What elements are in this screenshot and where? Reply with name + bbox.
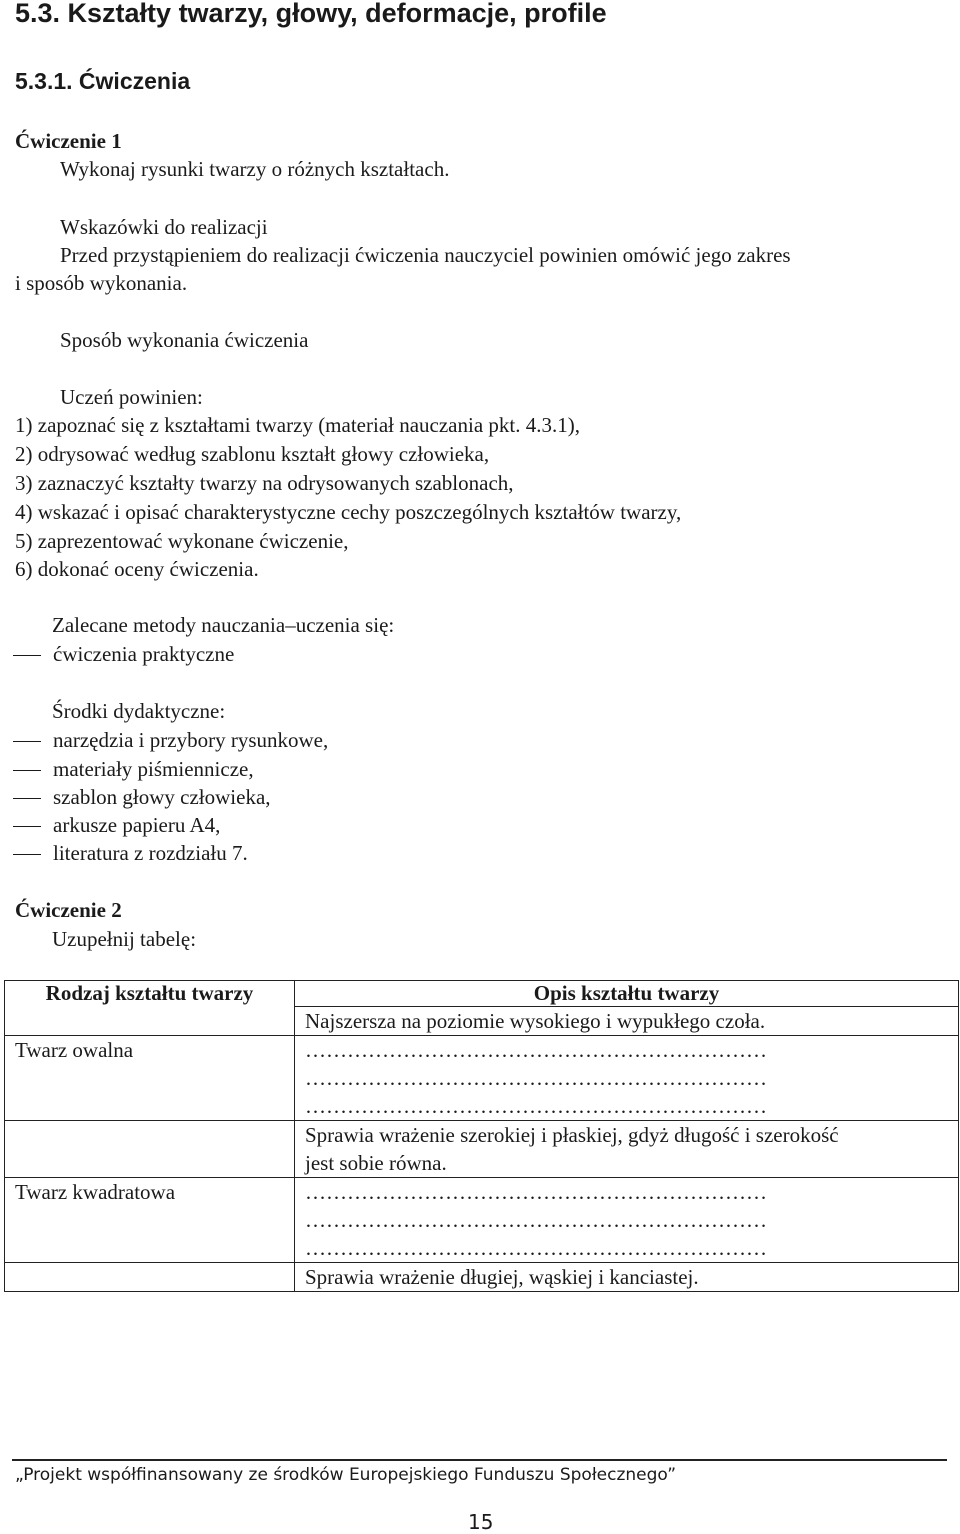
student-title: Uczeń powinien: [60,385,203,409]
page-number: 15 [468,1510,494,1534]
face-shapes-table [4,980,959,1292]
dotted-line: ………………………………………………………… [305,1094,767,1118]
column-header-shape: Rodzaj kształtu twarzy [5,981,295,1036]
shape-label: Twarz kwadratowa [15,1180,176,1204]
table-cell [5,1178,295,1263]
step-5: 5) zaprezentować wykonane ćwiczenie, [15,529,349,553]
methods-title: Zalecane metody nauczania–uczenia się: [52,613,395,637]
step-4: 4) wskazać i opisać charakterystyczne cechy poszczególnych kształtów twarzy, [15,500,682,524]
step-1: 1) zapoznać się z kształtami twarzy (materiał nauczania pkt. 4.3.1), [15,413,580,437]
table-row [5,1036,959,1121]
table-row [5,1263,959,1292]
shape-label: Twarz owalna [15,1038,134,1062]
description-text: Sprawia wrażenie szerokiej i płaskiej, gdyż długość i szerokość [305,1123,839,1147]
table-header-row [5,981,959,1007]
answer-cell[interactable] [295,1178,959,1263]
dotted-line: ………………………………………………………… [305,1236,767,1260]
step-3: 3) zaznaczyć kształty twarzy na odrysowanych szablonach, [15,471,514,495]
column-header-description: Opis kształtu twarzy [295,981,959,1007]
exercise1-title: Ćwiczenie 1 [15,129,122,153]
means-item: narzędzia i przybory rysunkowe, [13,726,328,754]
dash-bullet [13,770,41,771]
description-text: Sprawia wrażenie długiej, wąskiej i kanciastej. [305,1265,699,1289]
table-cell [5,1036,295,1121]
means-item: materiały piśmiennicze, [13,755,254,783]
section-subheading: 5.3.1. Ćwiczenia [15,68,191,94]
answer-cell[interactable] [295,1036,959,1121]
description-text: Najszersza na poziomie wysokiego i wypukłego czoła. [305,1009,766,1033]
exercise2-task: Uzupełnij tabelę: [52,927,197,951]
dotted-line: ………………………………………………………… [305,1066,767,1090]
dash-bullet [13,655,41,656]
hints-title: Wskazówki do realizacji [60,215,268,239]
dash-bullet [13,826,41,827]
means-item: szablon głowy człowieka, [13,783,271,811]
table-cell [295,1263,959,1292]
methods-item: ćwiczenia praktyczne [13,640,234,668]
hints-line-2: i sposób wykonania. [15,271,188,295]
table-row [5,1178,959,1263]
footer-text: „Projekt współfinansowany ze środków Europejskiego Funduszu Społecznego” [15,1465,677,1485]
description-text: jest sobie równa. [305,1151,447,1175]
footer-divider [12,1459,947,1461]
table-cell [295,1007,959,1036]
means-title: Środki dydaktyczne: [52,699,226,723]
table-row [5,1121,959,1178]
dash-bullet [13,854,41,855]
means-item: arkusze papieru A4, [13,811,220,839]
exercise2-title: Ćwiczenie 2 [15,898,122,922]
method-title: Sposób wykonania ćwiczenia [60,328,309,352]
step-2: 2) odrysować według szablonu kształt głowy człowieka, [15,442,490,466]
means-item: literatura z rozdziału 7. [13,839,248,867]
dash-bullet [13,798,41,799]
page-heading: 5.3. Kształty twarzy, głowy, deformacje, profile [15,0,607,28]
dash-bullet [13,741,41,742]
exercise1-task: Wykonaj rysunki twarzy o różnych kształtach. [60,157,450,181]
dotted-line: ………………………………………………………… [305,1180,767,1204]
dotted-line: ………………………………………………………… [305,1038,767,1062]
hints-line-1: Przed przystąpieniem do realizacji ćwiczenia nauczyciel powinien omówić jego zakres [60,243,791,267]
table-cell [5,1263,295,1292]
table-cell [5,1121,295,1178]
table-cell [295,1121,959,1178]
dotted-line: ………………………………………………………… [305,1208,767,1232]
step-6: 6) dokonać oceny ćwiczenia. [15,557,259,581]
